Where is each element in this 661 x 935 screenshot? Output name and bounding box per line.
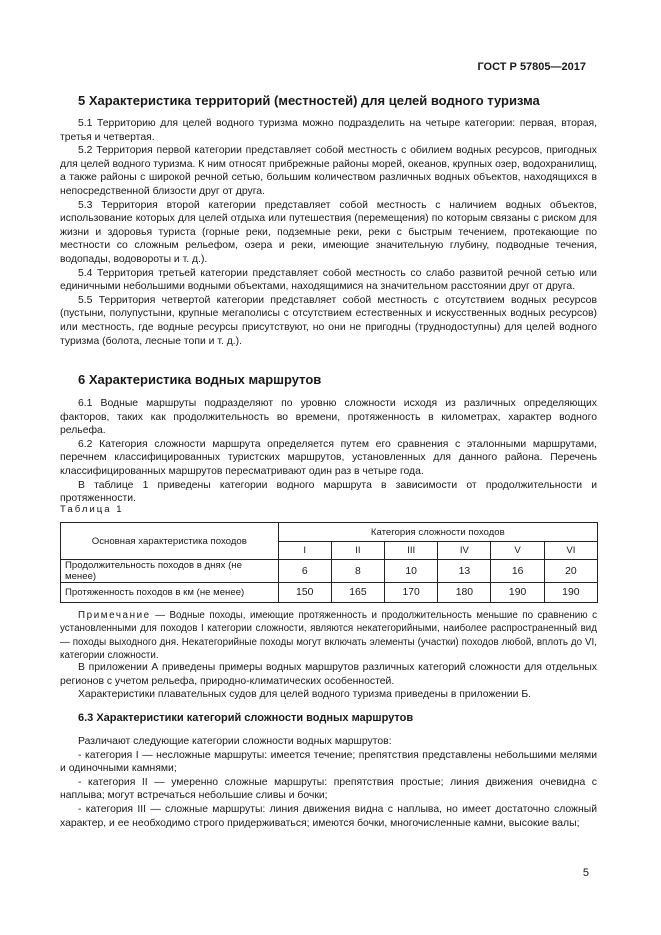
row-label-length: Протяженность походов в км (не менее) [61, 583, 279, 603]
after-table-body [60, 661, 597, 702]
paragraph-5-1: 5.1 Территорию для целей водного туризма можно подразделить на четыре категории: первая, вторая, третья и четвертая. [60, 118, 597, 143]
paragraph-6-3-intro: Различают следующие категории сложности водных маршрутов: [78, 736, 392, 747]
section-6-3-body [60, 735, 597, 830]
paragraph-5-2: 5.2 Территория первой категории представляет собой местность с обилием водных ресурсов, пригодных для целей водного туризма. К ним относят прибрежные районы морей, океанов, крупных озер, водохранилищ, а также районы с широкой речной сетью, большим количеством различных водных объектов, находящихся в непосредственной близости друг от друга. [60, 145, 597, 197]
table-cell: 165 [331, 583, 384, 603]
section-5-heading: 5 Характеристика территорий (местностей) для целей водного туризма [78, 93, 540, 108]
standard-number: ГОСТ Р 57805—2017 [477, 61, 586, 73]
section-6-3-heading: 6.3 Характеристики категорий сложности водных маршрутов [78, 712, 414, 724]
category-col-2: II [331, 542, 384, 560]
paragraph-6-1: 6.1 Водные маршруты подразделяют по уровню сложности исходя из различных определяющих факторов, таких как продолжительность во времени, протяженность в километрах, характер водного рельефа. [60, 398, 597, 437]
table-cell: 190 [491, 583, 544, 603]
list-item: - категория III — сложные маршруты: линия движения видна с наплыва, но имеет достаточно сложный характер, и ее необходимо строго придерживаться; имеются бочки, многочисленные камни, высокие валы; [60, 803, 597, 829]
paragraph-appendix-b: Характеристики плавательных судов для целей водного туризма приведены в приложении Б. [78, 689, 532, 701]
table-cell: 190 [544, 583, 597, 603]
section-6-body [60, 397, 597, 506]
paragraph-table-ref: В таблице 1 приведены категории водного маршрута в зависимости от продолжительности и протяженности. [60, 479, 597, 505]
table-cell: 170 [385, 583, 438, 603]
paragraph-appendix-a: В приложении А приведены примеры водных маршрутов различных категорий сложности для отдельных регионов с учетом рельефа, природно-климатических особенностей. [60, 662, 597, 687]
table-row [61, 583, 598, 603]
table-cell: 180 [438, 583, 491, 603]
section-5-body [60, 117, 597, 348]
table-caption: Таблица 1 [60, 504, 124, 515]
table-cell: 20 [544, 560, 597, 583]
note-text: — Водные походы, имеющие протяженность и продолжительность меньшие по сравнению с установленными для походов I категории сложности, являются некатегорийными, наиболее распространенный вид — походы выходного дня. Некатегорийные походы могут включать элементы (участки) походов любой, вплоть до VI, категории сложности. [60, 610, 597, 662]
table-header-row [61, 523, 598, 542]
table-cell: 6 [278, 560, 331, 583]
category-col-5: V [491, 542, 544, 560]
category-col-4: IV [438, 542, 491, 560]
row-label-duration: Продолжительность походов в днях (не менее) [61, 560, 279, 583]
table-cell: 13 [438, 560, 491, 583]
paragraph-6-2: 6.2 Категория сложности маршрута определяется путем его сравнения с эталонными маршрутами, перечнем классифицированных туристских маршрутов, установленных для данного района. Перечень классифицированных маршрутов пересматривают один раз в четыре года. [60, 438, 597, 477]
list-item: - категория I — несложные маршруты: имеется течение; препятствия представлены небольшими мелями и одиночными камнями; [60, 749, 597, 775]
list-item: - категория II — умеренно сложные маршруты: препятствия простые; линия движения очевидна с наплыва; могут встречаться небольшие сливы и бочки; [60, 776, 597, 802]
category-col-1: I [278, 542, 331, 560]
table-row [61, 560, 598, 583]
note-label: Примечание [78, 610, 151, 621]
section-6-heading: 6 Характеристика водных маршрутов [78, 372, 322, 387]
paragraph-5-4: 5.4 Территория третьей категории представляет собой местность со слабо развитой речной сетью или единичными небольшими водными объектами, находящимися на значительном расстоянии друг от друга. [60, 267, 597, 293]
page-number: 5 [582, 867, 589, 879]
category-col-6: VI [544, 542, 597, 560]
table-cell: 16 [491, 560, 544, 583]
difficulty-table [60, 522, 598, 603]
table-cell: 150 [278, 583, 331, 603]
table-main-header: Основная характеристика походов [61, 523, 279, 560]
paragraph-5-3: 5.3 Территория второй категории представляет собой местность с наличием водных объектов, использование которых для целей отдыха или путешествия (перемещения) по которым связаны с риском для жизни и здоровья туриста (горные реки, подземные реки, реки с быстрым течением, протекающие по местности со сложным рельефом, озера и реки, имеющие значительную глубину, подводные течения, водопады, водовороты и т. д.). [60, 199, 597, 265]
table-cell: 10 [385, 560, 438, 583]
category-col-3: III [385, 542, 438, 560]
table-note [60, 609, 597, 663]
table-cell: 8 [331, 560, 384, 583]
table-group-header: Категория сложности походов [278, 523, 597, 542]
paragraph-5-5: 5.5 Территория четвертой категории представляет собой местность с отсутствием водных ресурсов (пустыни, полупустыни, крупные мегаполисы с отсутствием естественных и искусственных водных ресурсов) или местность, где водные ресурсы присутствуют, но они не пригодны (труднодоступны) для целей водного туризма (болота, лесные топи и т. д.). [60, 294, 597, 347]
